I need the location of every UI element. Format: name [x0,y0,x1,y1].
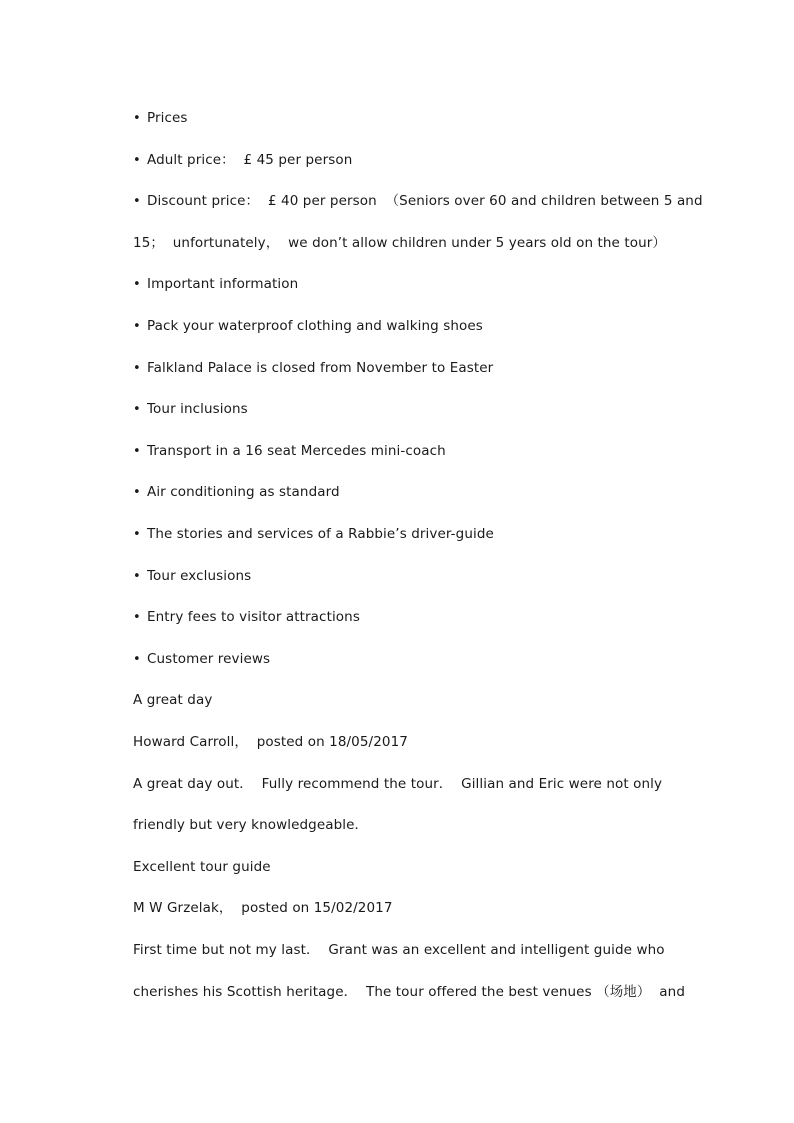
bullet-important-information [133,274,298,295]
review-body-line: A great day out． Fully recommend the tour． Gillian and Eric were not only [133,776,663,792]
bullet-tour-inclusions [133,399,248,420]
bullet-text: Entry fees to visitor attractions [147,609,360,625]
bullet-customer-reviews [133,649,270,670]
bullet-text: Transport in a 16 seat Mercedes mini-coach [147,443,446,459]
bullet-tour-exclusions [133,566,251,587]
bullet-glyph: • [133,652,141,667]
bullet-glyph: • [133,444,141,459]
bullet-glyph: • [133,319,141,334]
bullet-text: Adult price： £ 45 per person [147,152,353,168]
review-body-line: cherishes his Scottish heritage． The tour offered the best venues （场地） and [133,984,685,1000]
bullet-text: Discount price： £ 40 per person （Seniors over 60 and children between 5 and [147,193,703,209]
bullet-glyph: • [133,402,141,417]
bullet-text: Important information [147,276,299,292]
bullet-text: Tour inclusions [147,401,248,417]
bullet-text: Air conditioning as standard [147,484,340,500]
bullet-glyph: • [133,111,141,126]
bullet-glyph: • [133,277,141,292]
bullet-glyph: • [133,153,141,168]
bullet-glyph: • [133,527,141,542]
bullet-falkland-palace [133,358,493,379]
review-title: Excellent tour guide [133,859,271,875]
review-body-line: First time but not my last． Grant was an excellent and intelligent guide who [133,942,665,958]
bullet-prices [133,108,188,129]
bullet-text: Pack your waterproof clothing and walking shoes [147,318,483,334]
bullet-entry-fees [133,607,360,628]
review-title: A great day [133,692,213,708]
bullet-text: The stories and services of a Rabbie’s driver-guide [147,526,494,542]
bullet-text: Falkland Palace is closed from November to Easter [147,360,494,376]
bullet-glyph: • [133,194,141,209]
bullet-glyph: • [133,485,141,500]
bullet-text: Prices [147,110,188,126]
bullet-text: Customer reviews [147,651,271,667]
bullet-adult-price [133,150,352,171]
bullet-discount-price [133,191,703,212]
bullet-glyph: • [133,361,141,376]
bullet-driver-guide [133,524,494,545]
bullet-air-conditioning [133,482,340,503]
bullet-transport [133,441,446,462]
bullet-waterproof [133,316,483,337]
review-byline: M W Grzelak， posted on 15/02/2017 [133,900,393,916]
bullet-glyph: • [133,610,141,625]
bullet-glyph: • [133,569,141,584]
review-byline: Howard Carroll， posted on 18/05/2017 [133,734,408,750]
review-body-line: friendly but very knowledgeable． [133,817,369,833]
bullet-text: Tour exclusions [147,568,252,584]
discount-continuation: 15； unfortunately， we don’t allow children under 5 years old on the tour） [133,235,666,251]
